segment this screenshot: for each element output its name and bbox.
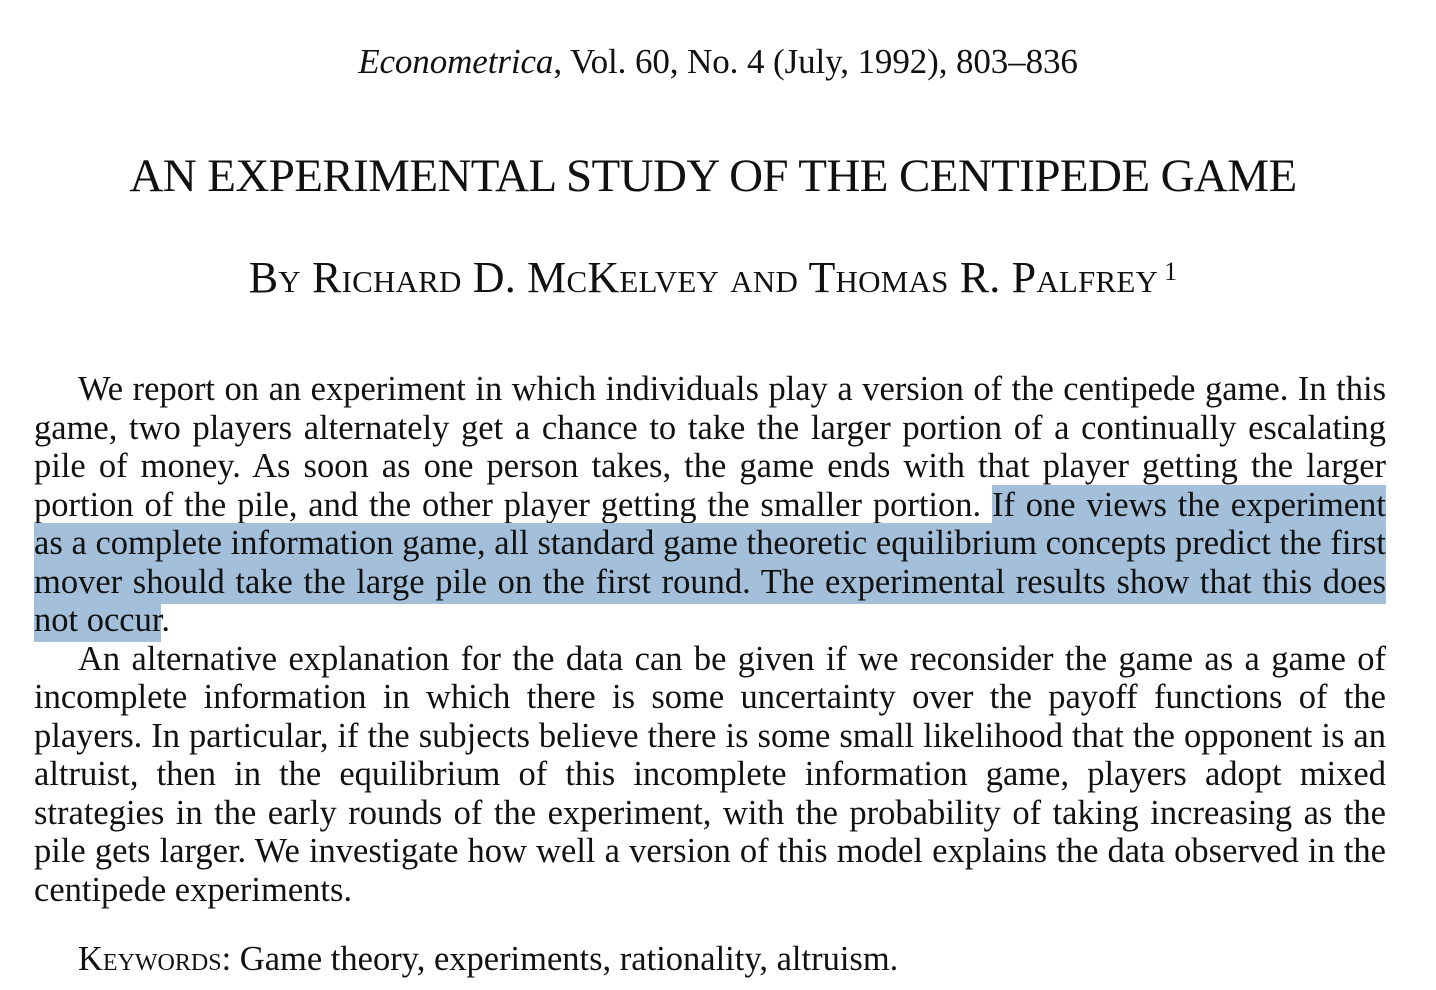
highlighted-selection[interactable]: If one views the experiment as a complete information game, all standard game theoretic equilibrium concepts predict the first mover should take the large pile on the first round. The experimental results show that this does not occur	[34, 485, 1386, 643]
author-byline	[0, 252, 1426, 304]
abstract	[34, 370, 1386, 909]
footnote-mark: 1	[1164, 257, 1178, 286]
abstract-p1-text: We report on an experiment in which individuals play a version of the centipede game. In this game, two players alternately get a chance to take the larger portion of a continually escalating pile of money. As soon as one person takes, the game ends with that player getting the larger portion of the pile, and the other player getting the smaller portion.	[34, 370, 1386, 524]
journal-citation	[0, 40, 1436, 84]
abstract-p1-end: .	[161, 601, 171, 639]
journal-details: , Vol. 60, No. 4 (July, 1992), 803–836	[553, 42, 1078, 81]
paper-title: AN EXPERIMENTAL STUDY OF THE CENTIPEDE GAME	[129, 150, 1297, 202]
keywords-label: Keywords:	[78, 940, 232, 978]
authors: By Richard D. McKelvey and Thomas R. Palfrey	[248, 253, 1159, 302]
abstract-paragraph-2: An alternative explanation for the data can be given if we reconsider the game as a game of incomplete information in which there is some uncertainty over the payoff functions of the players. In particular, if the subjects believe there is some small likelihood that the opponent is an altruist, then in the equilibrium of this incomplete information game, players adopt mixed strategies in the early rounds of the experiment, with the probability of taking increasing as the pile gets larger. We investigate how well a version of this model explains the data observed in the centipede experiments.	[34, 639, 1386, 909]
keywords-text: Game theory, experiments, rationality, altruism.	[231, 940, 899, 978]
abstract-paragraph-1	[34, 370, 1386, 640]
keywords-line	[78, 938, 898, 980]
journal-name: Econometrica	[358, 42, 554, 81]
